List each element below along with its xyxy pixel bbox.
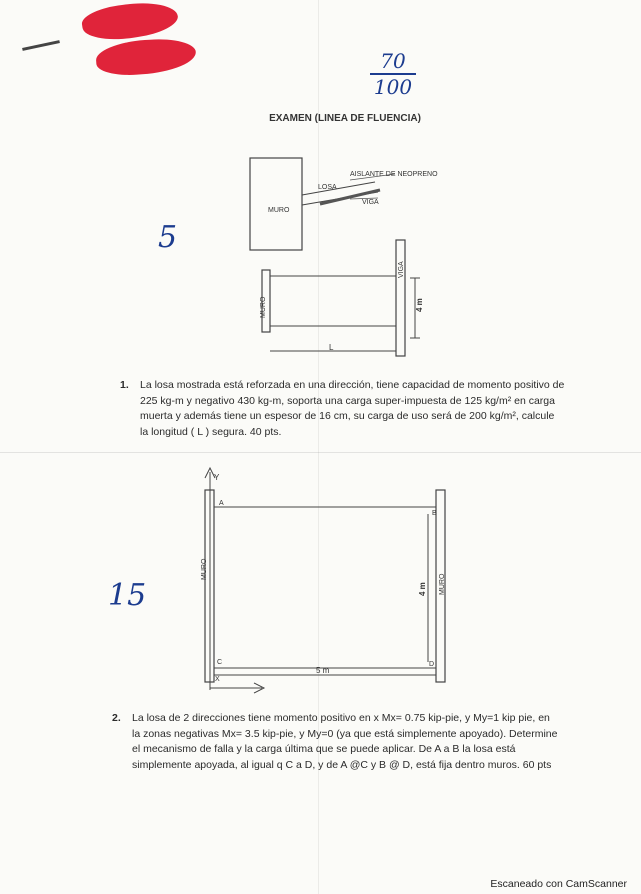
- problem-2-text: La losa de 2 direcciones tiene momento positivo en x Mx= 0.75 kip-pie, y My=1 kip pie, en la zonas negativas Mx= 3.5 kip-pie, y My=0 (ya que está simplemente apoyado). Determine el mecanismo de falla y la carga última que se puede aplicar. De A a B la losa está simplemente apoyada, al igual q C a D, y de A @C y B @ D, está fija dentro muros. 60 pts: [132, 712, 558, 771]
- score-denominator: 100: [373, 75, 413, 99]
- label-muro-elevation: MURO: [268, 207, 290, 214]
- label-viga-elevation: VIGA: [362, 199, 379, 206]
- label-4m-2: 4 m: [418, 582, 427, 596]
- corner-b: B: [432, 510, 437, 517]
- handwritten-points-2: 15: [108, 578, 147, 613]
- label-losa: LOSA: [318, 184, 337, 191]
- label-viga-plan: VIGA: [398, 261, 405, 278]
- corner-d: D: [429, 661, 435, 668]
- label-y: Y: [214, 473, 220, 482]
- label-muro-right: MURO: [439, 573, 446, 595]
- label-aislante: AISLANTE DE NEOPRENO: [350, 171, 438, 178]
- label-5m: 5 m: [316, 666, 330, 675]
- exam-title: EXAMEN (LINEA DE FLUENCIA): [269, 113, 421, 124]
- corner-a: A: [219, 500, 224, 507]
- problem-1-number: 1.: [120, 379, 129, 391]
- corner-c: C: [217, 659, 223, 666]
- label-x-axis: X: [215, 676, 220, 683]
- label-muro-left: MURO: [201, 558, 208, 580]
- problem-2-number: 2.: [112, 712, 121, 724]
- label-muro-plan: MURO: [260, 296, 267, 318]
- scanner-watermark: Escaneado con CamScanner: [490, 878, 627, 890]
- label-L: L: [329, 343, 334, 352]
- score-numerator: 70: [380, 49, 406, 73]
- problem-1-text: La losa mostrada está reforzada en una dirección, tiene capacidad de momento positivo de 225 kg-m y negativo 430 kg-m, soporta una carga super-impuesta de 125 kg/m² en carga muerta y además tiene un espesor de 16 cm, su carga de uso será de 200 kg/m², calcule la longitud ( L ) segura. 40 pts.: [140, 379, 565, 438]
- problem-2: [112, 711, 560, 773]
- label-4m-plan: 4 m: [415, 298, 424, 312]
- handwritten-points-1: 5: [158, 220, 178, 255]
